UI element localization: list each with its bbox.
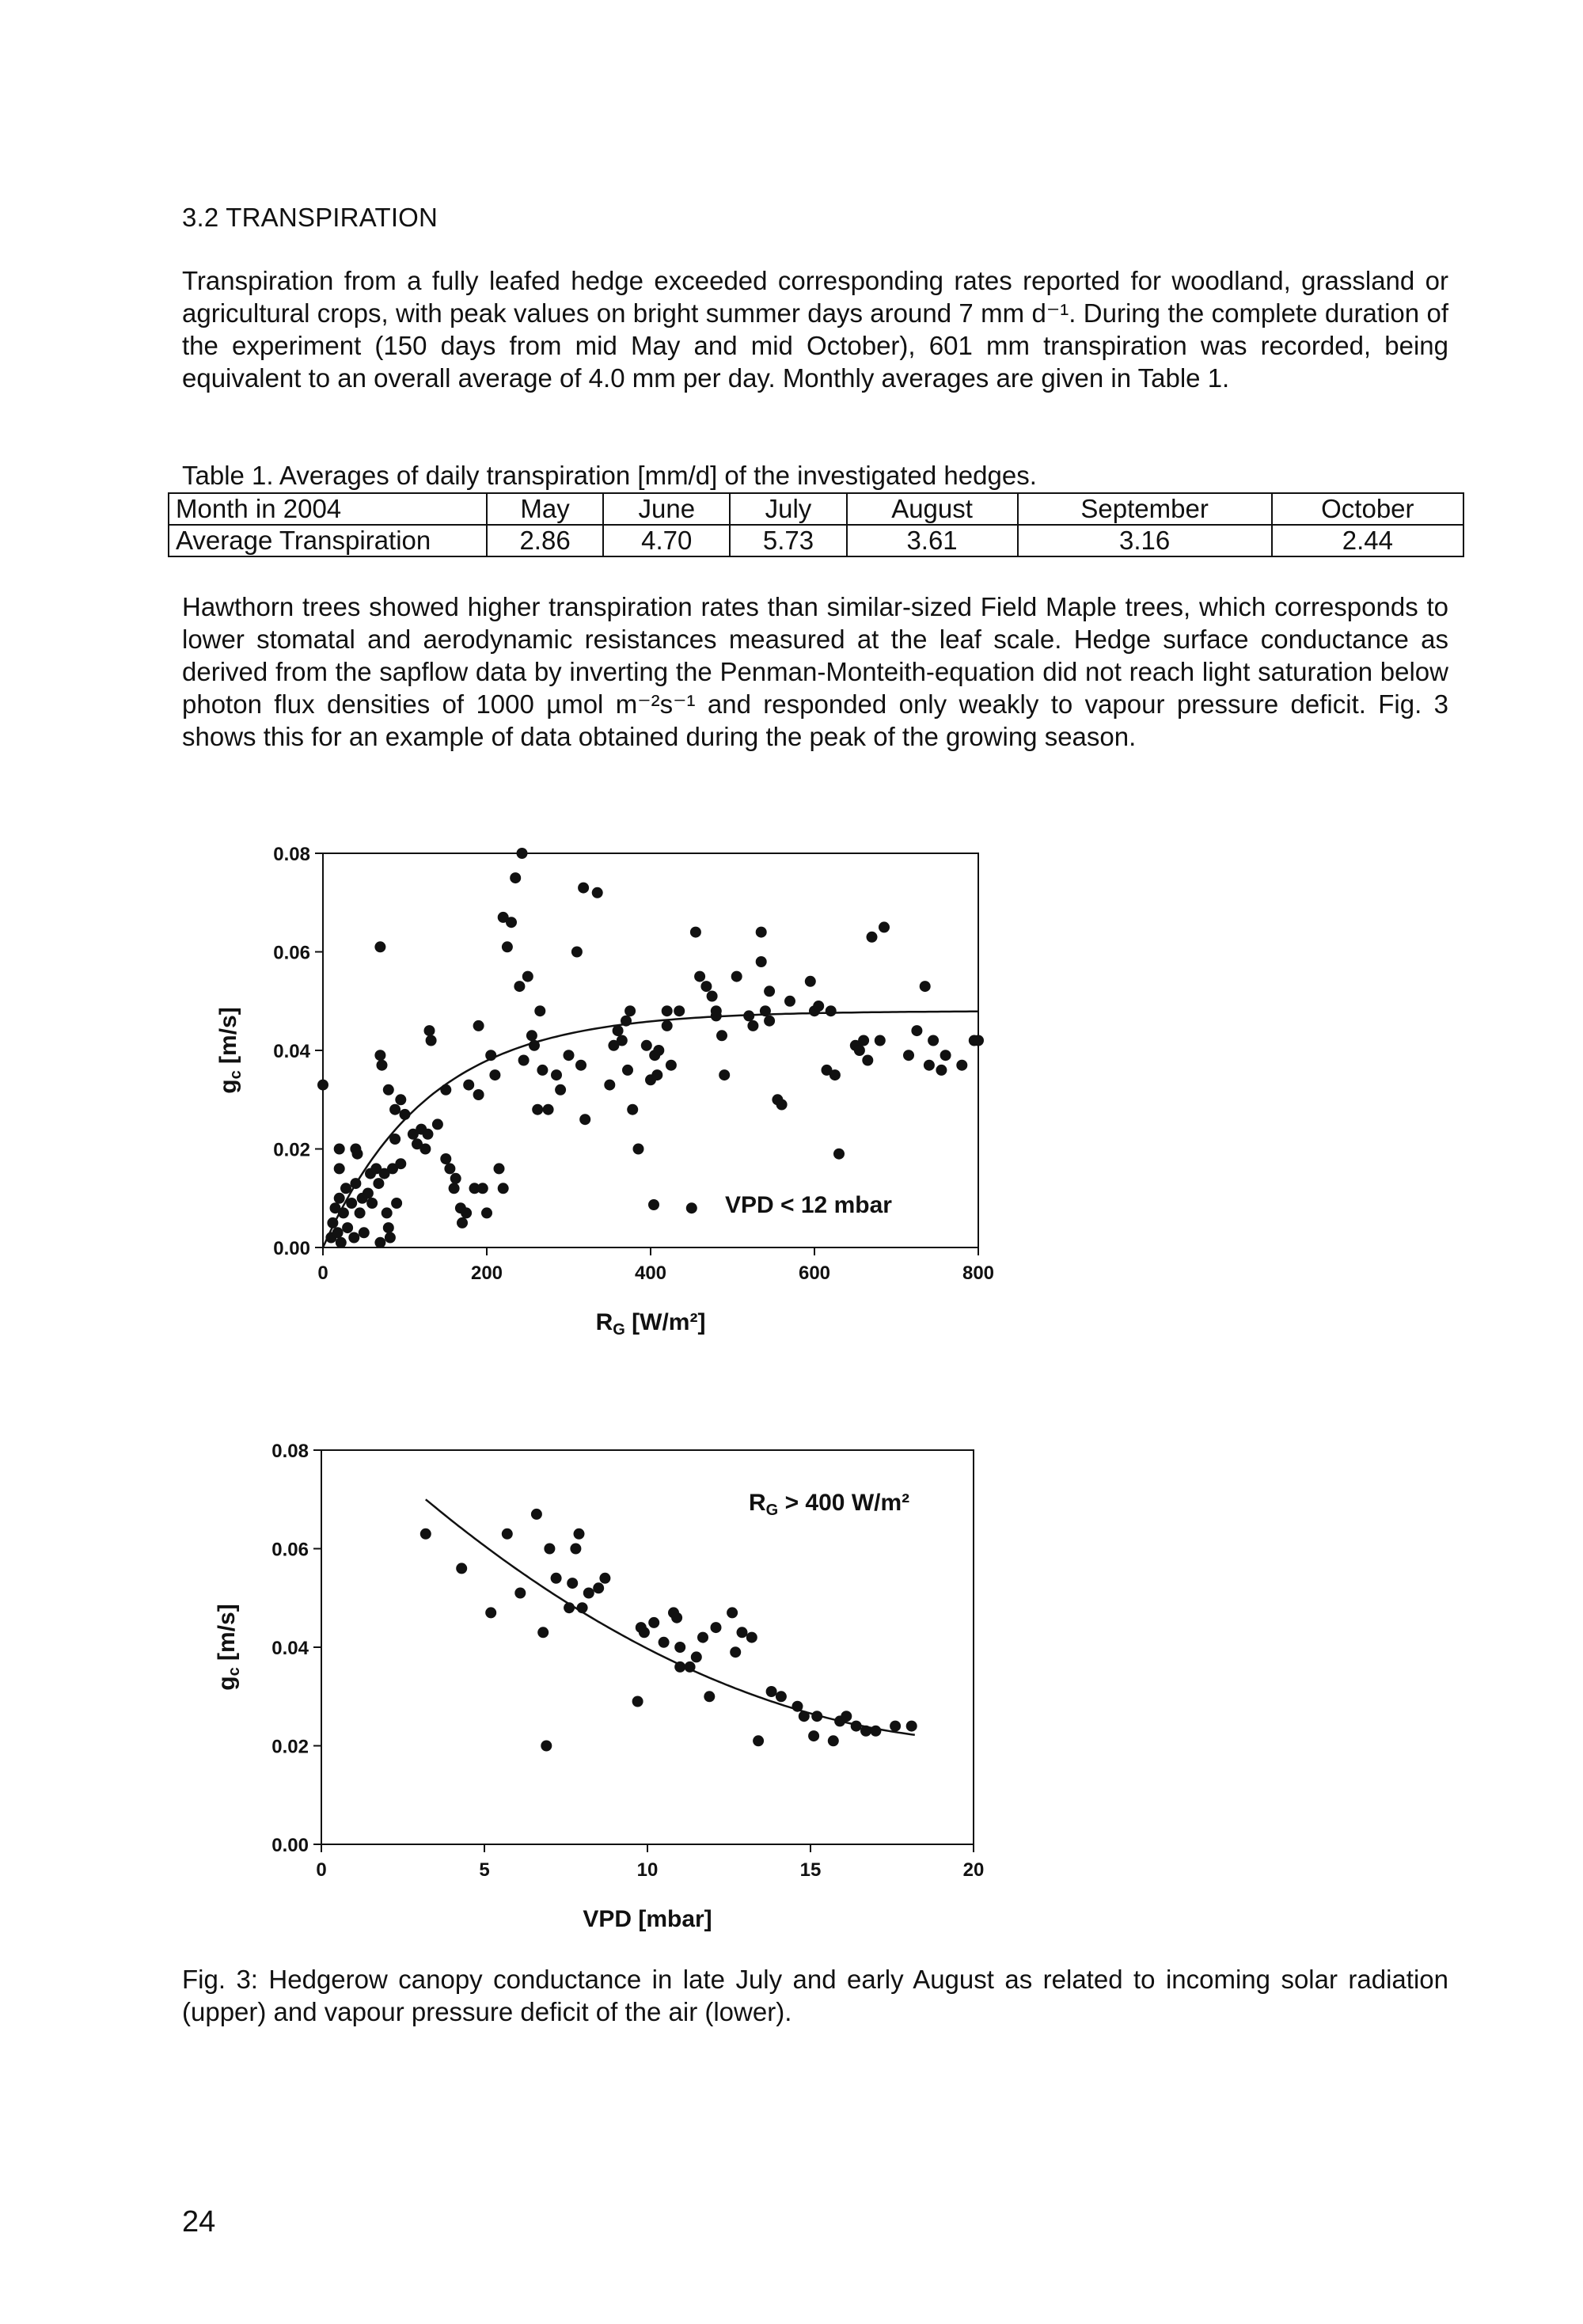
upper-y-tick-label: 0.00 [273,1238,310,1259]
lower-y-axis-label: $g_c$ [m/s] [214,1604,243,1691]
lower-y-tick-label: 0.02 [271,1736,309,1758]
lower-data-point [632,1696,643,1707]
upper-data-point [564,1050,575,1061]
upper-data-point [450,1173,461,1184]
lower-data-point [753,1735,764,1746]
upper-data-point [641,1040,652,1051]
upper-data-point [514,981,525,992]
lower-data-point [671,1612,682,1623]
upper-data-point [903,1050,914,1061]
lower-data-point [567,1578,578,1589]
table-month-cell: September [1018,493,1272,525]
lower-data-point [730,1646,741,1658]
lower-data-point [799,1711,810,1722]
upper-data-point [719,1069,730,1080]
upper-data-point [756,927,767,938]
upper-data-point [440,1153,451,1164]
upper-data-point [348,1232,359,1244]
upper-data-point [327,1217,338,1228]
upper-data-point [862,1055,873,1066]
lower-data-point [746,1632,757,1643]
upper-data-point [829,1069,841,1080]
upper-data-point [633,1144,644,1155]
upper-data-point [359,1227,370,1238]
lower-data-point [570,1544,581,1555]
upper-data-point [366,1198,378,1209]
upper-data-point [579,1114,590,1125]
upper-data-point [374,1237,385,1248]
upper-data-point [653,1045,664,1056]
paragraph-2: Hawthorn trees showed higher transpiration rates than similar-sized Field Maple trees, which corresponds to lower stomatal and aerodynamic resistances measured at the leaf scale. Hedge surface conductance as derived from the sapflow data by inverting the Penman-Monteith-equation did not reach light saturation below photon flux densities of 1000 µmol m⁻²s⁻¹ and responded only weakly to vapour pressure deficit. Fig. 3 shows this for an example of data obtained during the peak of the growing season. [182,592,1448,751]
upper-data-point [551,1069,562,1080]
upper-data-point [510,872,521,883]
upper-data-point [624,1005,636,1016]
lower-data-point [551,1573,562,1584]
lower-data-point [711,1622,722,1633]
lower-data-point [514,1588,526,1599]
upper-data-point [426,1035,437,1046]
upper-data-point [784,996,795,1007]
upper-data-point [858,1035,869,1046]
upper-data-point [651,1069,662,1080]
lower-x-tick-label: 0 [316,1859,327,1881]
upper-data-point [743,1010,754,1021]
lower-data-point [659,1637,670,1648]
lower-data-point [544,1544,555,1555]
lower-data-point [593,1582,604,1593]
upper-data-point [477,1183,488,1194]
upper-data-point [700,981,712,992]
upper-legend-marker [648,1199,659,1210]
upper-data-point [613,1025,624,1036]
upper-data-point [622,1065,633,1076]
lower-x-tick-label: 15 [799,1859,822,1881]
upper-data-point [502,941,513,952]
upper-data-point [518,1055,530,1066]
lower-data-point [485,1607,496,1618]
table-month-cell: October [1272,493,1463,525]
lower-data-point [531,1509,542,1520]
upper-data-point [461,1207,472,1218]
upper-data-point [617,1035,628,1046]
lower-data-point [792,1701,803,1712]
lower-data-point [860,1726,871,1737]
upper-data-point [764,985,775,997]
lower-data-point [456,1563,467,1574]
upper-data-point [481,1207,492,1218]
lower-data-point [851,1721,862,1732]
table-header-label: Month in 2004 [169,493,487,525]
upper-data-point [666,1060,677,1071]
upper-data-point [543,1104,554,1115]
upper-x-tick-label: 200 [470,1263,503,1284]
upper-data-point [506,917,517,928]
upper-x-tick-label: 600 [798,1263,831,1284]
table-month-cell: May [487,493,603,525]
upper-data-point [911,1025,922,1036]
lower-data-point [648,1617,659,1628]
upper-data-point [621,1016,632,1027]
upper-data-point [529,1040,540,1051]
upper-data-point [686,1202,697,1213]
upper-x-tick-label: 400 [634,1263,667,1284]
upper-data-point [711,1005,722,1016]
upper-data-point [449,1183,460,1194]
upper-data-point [534,1005,545,1016]
upper-data-point [776,1099,788,1111]
upper-data-point [537,1065,548,1076]
lower-data-point [420,1528,431,1540]
table-month-cell: July [730,493,846,525]
upper-data-point [373,1178,384,1189]
lower-data-point [697,1632,708,1643]
upper-data-point [973,1035,984,1046]
upper-data-point [879,921,890,932]
table-caption: Table 1. Averages of daily transpiration [mm/d] of the investigated hedges. [182,461,1037,490]
upper-data-point [391,1198,402,1209]
lower-data-point [704,1691,715,1702]
lower-x-tick-label: 5 [479,1859,490,1881]
lower-data-point [870,1726,881,1737]
upper-data-point [833,1149,845,1160]
upper-data-point [383,1084,394,1096]
upper-data-point [716,1030,727,1041]
upper-y-tick-label: 0.06 [273,942,310,964]
upper-x-tick-label: 0 [317,1263,328,1284]
table-value-cell: 4.70 [603,525,730,556]
lower-data-point [639,1627,650,1638]
upper-data-point [424,1025,435,1036]
upper-data-point [940,1050,951,1061]
upper-data-point [336,1237,347,1248]
upper-data-point [604,1080,615,1091]
upper-data-point [575,1060,587,1071]
lower-y-tick-label: 0.04 [271,1638,309,1659]
lower-data-point [685,1661,696,1673]
upper-data-point [395,1094,406,1105]
lower-data-point [674,1661,685,1673]
lower-y-tick-label: 0.00 [271,1835,309,1856]
upper-data-point [928,1035,939,1046]
lower-x-tick-label: 20 [962,1859,985,1881]
lower-data-point [727,1607,738,1618]
upper-data-point [374,1050,385,1061]
lower-data-point [776,1691,787,1702]
upper-data-point [805,976,816,987]
lower-data-point [766,1686,777,1697]
upper-data-point [389,1104,400,1115]
upper-data-point [383,1222,394,1233]
lower-data-point [828,1735,839,1746]
section-heading: 3.2 TRANSPIRATION [182,203,438,232]
upper-data-point [423,1129,434,1140]
upper-data-point [363,1188,374,1199]
upper-data-point [764,1016,775,1027]
upper-x-tick-label: 800 [962,1263,995,1284]
upper-data-point [419,1144,431,1155]
upper-data-point [924,1060,935,1071]
upper-y-tick-label: 0.02 [273,1139,310,1161]
upper-data-point [485,1050,496,1061]
upper-y-tick-label: 0.04 [273,1041,310,1062]
upper-data-point [826,1005,837,1016]
upper-data-point [389,1134,400,1145]
upper-data-point [526,1030,537,1041]
upper-data-point [332,1227,344,1238]
upper-data-point [334,1144,345,1155]
table-row-label: Average Transpiration [169,525,487,556]
upper-data-point [432,1118,443,1130]
lower-y-tick-label: 0.06 [271,1539,309,1561]
lower-data-point [564,1602,575,1613]
lower-data-point [541,1741,552,1752]
upper-data-point [340,1183,351,1194]
upper-data-point [463,1080,474,1091]
table-value-cell: 5.73 [730,525,846,556]
upper-data-point [694,971,705,982]
upper-data-point [382,1207,393,1218]
upper-data-point [350,1144,361,1155]
lower-x-axis-label: VPD [mbar] [583,1906,712,1932]
lower-data-point [906,1721,917,1732]
paragraph-1: Transpiration from a fully leafed hedge exceeded corresponding rates reported for woodland, grassland or agricultural crops, with peak values on bright summer days around 7 mm d⁻¹. During the complete duration of the experiment (150 days from mid May and mid October), 601 mm transpiration was recorded, being equivalent to an overall average of 4.0 mm per day. Monthly averages are given in Table 1. [182,266,1448,393]
table-value-cell: 3.16 [1018,525,1272,556]
upper-data-point [707,991,718,1002]
upper-data-point [395,1158,406,1169]
upper-data-point [346,1198,357,1209]
upper-data-point [571,947,583,958]
upper-data-point [385,1232,396,1244]
upper-data-point [334,1193,345,1204]
upper-data-point [760,1005,771,1016]
page-number: 24 [182,2205,216,2239]
upper-data-point [747,1020,758,1031]
figure-caption: Fig. 3: Hedgerow canopy conductance in late July and early August as related to incoming solar radiation (upper) and vapour pressure deficit of the air (lower). [182,1965,1448,2026]
upper-plot-frame [323,853,978,1247]
lower-data-point [583,1588,594,1599]
upper-data-point [627,1104,638,1115]
table-value-cell: 2.44 [1272,525,1463,556]
upper-data-point [532,1104,543,1115]
lower-x-tick-label: 10 [636,1859,659,1881]
lower-data-point [811,1711,822,1722]
upper-y-axis-label: $g_c$ [m/s] [215,1007,245,1094]
upper-data-point [756,956,767,967]
lower-data-point [537,1627,549,1638]
upper-data-point [355,1207,366,1218]
upper-data-point [342,1222,353,1233]
upper-data-point [317,1080,328,1091]
upper-data-point [338,1207,349,1218]
lower-data-point [577,1602,588,1613]
upper-x-axis-label: $R_G$ [W/m²] [595,1309,706,1339]
upper-data-point [334,1163,345,1174]
lower-data-point [674,1642,685,1653]
upper-data-point [956,1060,967,1071]
upper-data-point [662,1005,673,1016]
upper-data-point [555,1084,566,1096]
upper-data-point [473,1020,484,1031]
lower-data-point [890,1721,901,1732]
upper-data-point [690,927,701,938]
lower-data-point [808,1730,819,1741]
upper-data-point [662,1020,673,1031]
upper-data-point [374,941,385,952]
upper-data-point [400,1109,411,1120]
upper-data-point [350,1178,361,1189]
upper-data-point [517,848,528,859]
lower-data-point [691,1651,702,1662]
upper-data-point [494,1163,505,1174]
upper-data-point [592,887,603,898]
lower-data-point [737,1627,748,1638]
upper-annotation: VPD < 12 mbar [725,1192,892,1218]
lower-data-point [841,1711,852,1722]
table-value-cell: 3.61 [847,525,1018,556]
upper-data-point [578,883,589,894]
upper-data-point [377,1060,388,1071]
upper-data-point [498,1183,509,1194]
upper-data-point [440,1084,451,1096]
upper-data-point [813,1001,824,1012]
upper-data-point [875,1035,886,1046]
upper-data-point [473,1089,484,1100]
upper-y-tick-label: 0.08 [273,844,310,865]
lower-data-point [502,1528,513,1540]
lower-data-point [574,1528,585,1540]
lower-y-tick-label: 0.08 [271,1441,309,1462]
upper-data-point [489,1069,500,1080]
table-value-cell: 2.86 [487,525,603,556]
upper-data-point [457,1217,468,1228]
upper-data-point [854,1045,865,1056]
upper-data-point [522,971,533,982]
upper-data-point [920,981,931,992]
lower-annotation: $R_G > 400$ W/m² [749,1490,910,1519]
upper-data-point [731,971,742,982]
lower-data-point [599,1573,610,1584]
table-month-cell: June [603,493,730,525]
upper-data-point [674,1005,685,1016]
upper-data-point [867,932,878,943]
upper-data-point [936,1065,947,1076]
table-month-cell: August [847,493,1018,525]
upper-data-point [444,1163,455,1174]
